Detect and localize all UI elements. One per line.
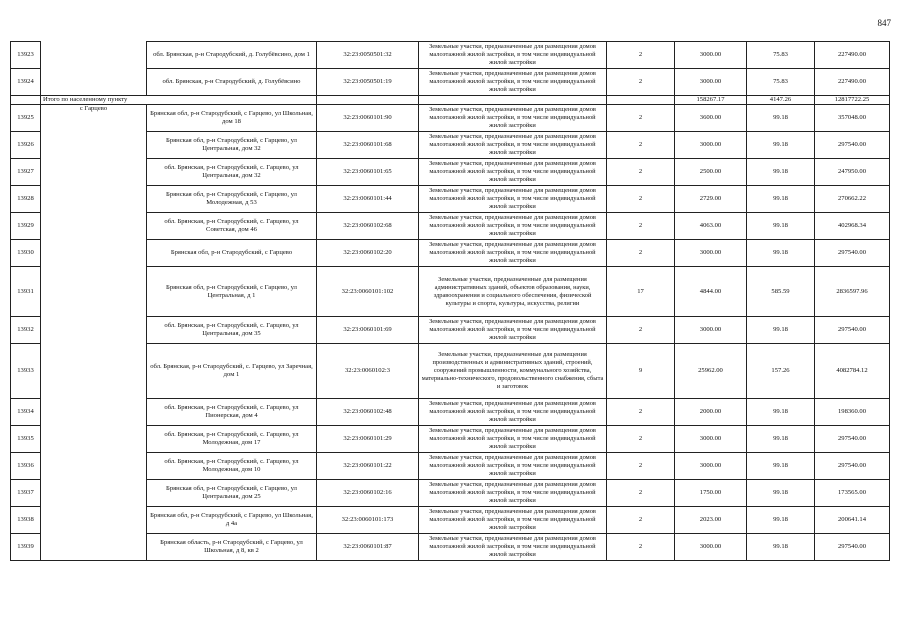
address-cell: Брянская область, р-н Стародубский, с Гарцево, ул Школьная, д 8, кв 2 [147,534,317,561]
group-cell: 2 [607,159,675,186]
land-use-cell: Земельные участки, предназначенные для размещения домов малоэтажной жилой застройки, в том числе индивидуальной жилой застройки [419,507,607,534]
rate-cell: 99.18 [747,480,815,507]
area-cell: 1750.00 [675,480,747,507]
rate-cell: 99.18 [747,453,815,480]
cadastral-number-cell: 32:23:0060101:65 [317,159,419,186]
address-cell: Брянская обл, р-н Стародубский, с Гарцево, ул Центральная, дом 25 [147,480,317,507]
cadastral-number-cell: 32:23:0050501:32 [317,42,419,69]
address-cell: обл. Брянская, р-н Стародубский, с. Гарцево, ул Молодежная, дом 17 [147,426,317,453]
group-cell: 2 [607,453,675,480]
locality-name: с Гарцево [41,105,147,561]
group-cell: 2 [607,507,675,534]
area-cell: 3000.00 [675,69,747,96]
area-cell: 2000.00 [675,399,747,426]
land-use-cell: Земельные участки, предназначенные для размещения производственных и административных зданий, строений, сооружений промышленности, коммунального хозяйства, материально-технического, продовольственного снабжения, сбыта и заготовок [419,344,607,399]
group-cell: 2 [607,105,675,132]
group-cell: 17 [607,267,675,317]
subtotal-number-cell [11,96,41,105]
rate-cell: 99.18 [747,399,815,426]
rate-cell: 99.18 [747,159,815,186]
row-number: 13932 [11,317,41,344]
subtotal-label: Итого по населенному пункту [41,96,317,105]
land-use-cell: Земельные участки, предназначенные для размещения домов малоэтажной жилой застройки, в том числе индивидуальной жилой застройки [419,399,607,426]
address-cell: обл. Брянская, р-н Стародубский, с. Гарцево, ул Заречная, дом 1 [147,344,317,399]
cadastral-number-cell: 32:23:0060101:102 [317,267,419,317]
row-number: 13931 [11,267,41,317]
cadastral-number-cell: 32:23:0060102:16 [317,480,419,507]
group-cell: 9 [607,344,675,399]
area-cell: 3000.00 [675,317,747,344]
land-use-cell: Земельные участки, предназначенные для размещения административных зданий, объектов образования, науки, здравоохранения и социального обеспечения, физической культуры и спорта, культуры, искусства, религии [419,267,607,317]
table-row [11,42,890,69]
row-number: 13930 [11,240,41,267]
group-cell: 2 [607,426,675,453]
area-cell: 3000.00 [675,534,747,561]
address-cell: Брянская обл, р-н Стародубский, с Гарцево, ул Центральная, д 1 [147,267,317,317]
cadastral-value-cell: 270662.22 [815,186,890,213]
page-number: 847 [877,18,891,28]
cadastral-value-cell: 297540.00 [815,317,890,344]
cadastral-number-cell: 32:23:0060101:29 [317,426,419,453]
row-number: 13938 [11,507,41,534]
cadastral-value-cell: 297540.00 [815,240,890,267]
group-cell: 2 [607,132,675,159]
row-number: 13934 [11,399,41,426]
subtotal-empty-cell [607,96,675,105]
group-cell: 2 [607,399,675,426]
rate-cell: 75.83 [747,42,815,69]
cadastral-number-cell: 32:23:0060101:87 [317,534,419,561]
cadastral-number-cell: 32:23:0060102:3 [317,344,419,399]
land-use-cell: Земельные участки, предназначенные для размещения домов малоэтажной жилой застройки, в том числе индивидуальной жилой застройки [419,132,607,159]
rate-cell: 99.18 [747,240,815,267]
area-cell: 2500.00 [675,159,747,186]
group-cell: 2 [607,480,675,507]
land-use-cell: Земельные участки, предназначенные для размещения домов малоэтажной жилой застройки, в том числе индивидуальной жилой застройки [419,426,607,453]
cadastral-value-cell: 297540.00 [815,132,890,159]
group-cell: 2 [607,317,675,344]
group-cell: 2 [607,42,675,69]
cadastral-value-cell: 4082784.12 [815,344,890,399]
cadastral-number-cell: 32:23:0060101:69 [317,317,419,344]
rate-cell: 99.18 [747,426,815,453]
land-use-cell: Земельные участки, предназначенные для размещения домов малоэтажной жилой застройки, в том числе индивидуальной жилой застройки [419,105,607,132]
cadastral-value-cell: 297540.00 [815,534,890,561]
row-number: 13928 [11,186,41,213]
row-number: 13935 [11,426,41,453]
cadastral-value-cell: 198360.00 [815,399,890,426]
cadastral-value-cell: 357048.00 [815,105,890,132]
cadastral-value-cell: 173565.00 [815,480,890,507]
address-cell: обл. Брянская, р-н Стародубский, с. Гарцево, ул Центральная, дом 32 [147,159,317,186]
address-cell: обл. Брянская, р-н Стародубский, с. Гарцево, ул Советская, дом 46 [147,213,317,240]
subtotal-row [11,96,890,105]
row-number: 13925 [11,105,41,132]
cadastral-number-cell: 32:23:0050501:19 [317,69,419,96]
land-use-cell: Земельные участки, предназначенные для размещения домов малоэтажной жилой застройки, в том числе индивидуальной жилой застройки [419,480,607,507]
cadastral-value-cell: 247950.00 [815,159,890,186]
cadastral-number-cell: 32:23:0060101:173 [317,507,419,534]
cadastral-number-cell: 32:23:0060102:48 [317,399,419,426]
table-row [11,105,890,132]
rate-cell: 99.18 [747,317,815,344]
address-cell: Брянская обл, р-н Стародубский, с Гарцево [147,240,317,267]
land-use-cell: Земельные участки, предназначенные для размещения домов малоэтажной жилой застройки, в том числе индивидуальной жилой застройки [419,453,607,480]
address-cell: Брянская обл, р-н Стародубский, с Гарцево, ул Молодежная, д 53 [147,186,317,213]
area-cell: 25962.00 [675,344,747,399]
rate-cell: 99.18 [747,507,815,534]
row-number: 13933 [11,344,41,399]
locality-cell [41,69,147,96]
land-use-cell: Земельные участки, предназначенные для размещения домов малоэтажной жилой застройки, в том числе индивидуальной жилой застройки [419,186,607,213]
area-cell: 3000.00 [675,132,747,159]
rate-cell: 157.26 [747,344,815,399]
address-cell: Брянская обл, р-н Стародубский, с Гарцево, ул Школьная, дом 18 [147,105,317,132]
group-cell: 2 [607,69,675,96]
row-number: 13923 [11,42,41,69]
area-cell: 4063.00 [675,213,747,240]
cadastral-number-cell: 32:23:0060102:20 [317,240,419,267]
land-use-cell: Земельные участки, предназначенные для размещения домов малоэтажной жилой застройки, в том числе индивидуальной жилой застройки [419,317,607,344]
land-use-cell: Земельные участки, предназначенные для размещения домов малоэтажной жилой застройки, в том числе индивидуальной жилой застройки [419,69,607,96]
land-use-cell: Земельные участки, предназначенные для размещения домов малоэтажной жилой застройки, в том числе индивидуальной жилой застройки [419,42,607,69]
cadastral-value-table [10,41,890,561]
cadastral-number-cell: 32:23:0060101:22 [317,453,419,480]
address-cell: Брянская обл, р-н Стародубский, с Гарцево, ул Центральная, дом 32 [147,132,317,159]
group-cell: 2 [607,213,675,240]
cadastral-number-cell: 32:23:0060102:68 [317,213,419,240]
address-cell: обл. Брянская, р-н Стародубский, с. Гарцево, ул Молодежная, дом 10 [147,453,317,480]
subtotal-area: 158267.17 [675,96,747,105]
rate-cell: 99.18 [747,105,815,132]
land-use-cell: Земельные участки, предназначенные для размещения домов малоэтажной жилой застройки, в том числе индивидуальной жилой застройки [419,213,607,240]
area-cell: 3000.00 [675,453,747,480]
area-cell: 3000.00 [675,426,747,453]
cadastral-value-cell: 297540.00 [815,426,890,453]
row-number: 13929 [11,213,41,240]
area-cell: 3600.00 [675,105,747,132]
row-number: 13924 [11,69,41,96]
subtotal-rate: 4147.26 [747,96,815,105]
land-use-cell: Земельные участки, предназначенные для размещения домов малоэтажной жилой застройки, в том числе индивидуальной жилой застройки [419,534,607,561]
cadastral-value-cell: 200641.14 [815,507,890,534]
rate-cell: 99.18 [747,186,815,213]
cadastral-number-cell: 32:23:0060101:68 [317,132,419,159]
rate-cell: 75.83 [747,69,815,96]
rate-cell: 585.59 [747,267,815,317]
cadastral-value-cell: 227490.00 [815,69,890,96]
subtotal-empty-cell [317,96,419,105]
cadastral-value-cell: 2836597.96 [815,267,890,317]
area-cell: 3000.00 [675,42,747,69]
cadastral-number-cell: 32:23:0060101:90 [317,105,419,132]
area-cell: 2729.00 [675,186,747,213]
area-cell: 4844.00 [675,267,747,317]
row-number: 13926 [11,132,41,159]
row-number: 13937 [11,480,41,507]
address-cell: обл. Брянская, р-н Стародубский, с. Гарцево, ул Центральная, дом 35 [147,317,317,344]
address-cell: обл. Брянская, р-н Стародубский, д. Голубёвсино, дом 1 [147,42,317,69]
rate-cell: 99.18 [747,534,815,561]
area-cell: 3000.00 [675,240,747,267]
group-cell: 2 [607,534,675,561]
row-number: 13936 [11,453,41,480]
address-cell: обл. Брянская, р-н Стародубский, д. Голубёвсино [147,69,317,96]
table-row [11,69,890,96]
locality-cell [41,42,147,69]
rate-cell: 99.18 [747,132,815,159]
row-number: 13939 [11,534,41,561]
row-number: 13927 [11,159,41,186]
address-cell: Брянская обл, р-н Стародубский, с Гарцево, ул Школьная, д 4а [147,507,317,534]
group-cell: 2 [607,240,675,267]
land-use-cell: Земельные участки, предназначенные для размещения домов малоэтажной жилой застройки, в том числе индивидуальной жилой застройки [419,159,607,186]
cadastral-value-cell: 227490.00 [815,42,890,69]
subtotal-value: 12817722.25 [815,96,890,105]
cadastral-value-cell: 297540.00 [815,453,890,480]
group-cell: 2 [607,186,675,213]
subtotal-empty-cell [419,96,607,105]
rate-cell: 99.18 [747,213,815,240]
cadastral-value-cell: 402968.34 [815,213,890,240]
area-cell: 2023.00 [675,507,747,534]
land-use-cell: Земельные участки, предназначенные для размещения домов малоэтажной жилой застройки, в том числе индивидуальной жилой застройки [419,240,607,267]
cadastral-number-cell: 32:23:0060101:44 [317,186,419,213]
address-cell: обл. Брянская, р-н Стародубский, с. Гарцево, ул Пионерская, дом 4 [147,399,317,426]
